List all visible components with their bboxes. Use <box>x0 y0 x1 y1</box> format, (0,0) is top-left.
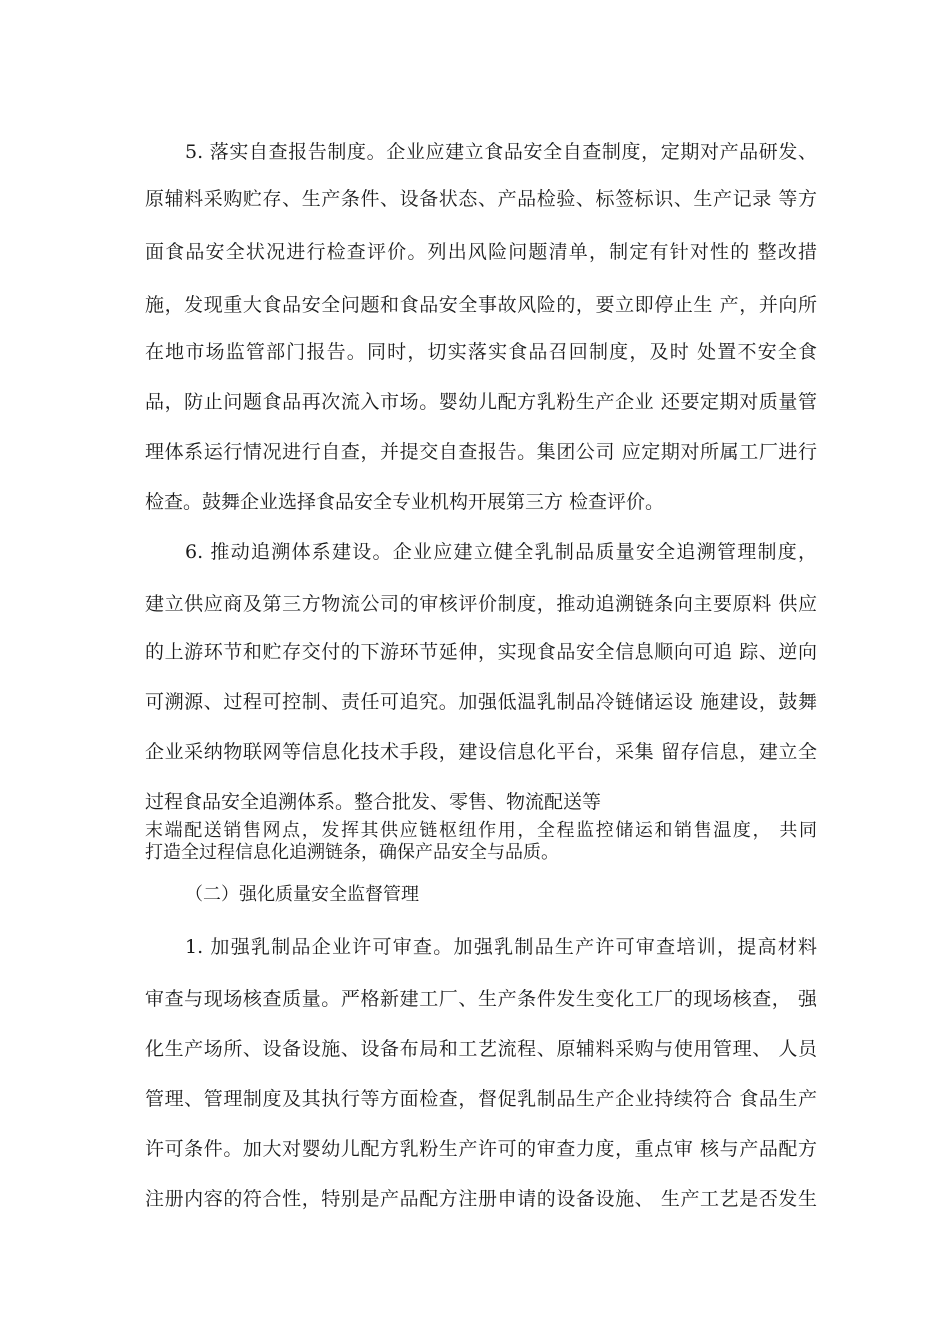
paragraph-line: 过程食品安全追溯体系。整合批发、零售、物流配送等 <box>145 791 602 813</box>
paragraph-line: 原辅料采购贮存、生产条件、设备状态、产品检验、标签标识、生产记录 等方 <box>145 188 817 210</box>
paragraph-line: 品，防止问题食品再次流入市场。婴幼儿配方乳粉生产企业 还要定期对质量管 <box>145 391 817 413</box>
paragraph-line: 6. 推动追溯体系建设。企业应建立健全乳制品质量安全追溯管理制度， <box>185 541 817 563</box>
paragraph-line: 许可条件。加大对婴幼儿配方乳粉生产许可的审查力度，重点审 核与产品配方 <box>145 1138 817 1160</box>
paragraph-line: 注册内容的符合性，特别是产品配方注册申请的设备设施、 生产工艺是否发生 <box>145 1188 817 1210</box>
paragraph-line: 理体系运行情况进行自查，并提交自查报告。集团公司 应定期对所属工厂进行 <box>145 441 817 463</box>
paragraph-line: 管理、管理制度及其执行等方面检查，督促乳制品生产企业持续符合 食品生产 <box>145 1088 817 1110</box>
paragraph-line: 5. 落实自查报告制度。企业应建立食品安全自查制度，定期对产品研发、 <box>185 141 817 163</box>
paragraph-line: 打造全过程信息化追溯链条，确保产品安全与品质。 <box>145 842 559 863</box>
paragraph-line: 的上游环节和贮存交付的下游环节延伸，实现食品安全信息顺向可追 踪、逆向 <box>145 641 817 663</box>
section-heading: （二）强化质量安全监督管理 <box>185 884 419 905</box>
paragraph-line: 末端配送销售网点，发挥其供应链枢纽作用，全程监控储运和销售温度， 共同 <box>145 820 817 841</box>
paragraph-line: 化生产场所、设备设施、设备布局和工艺流程、原辅料采购与使用管理、 人员 <box>145 1038 817 1060</box>
paragraph-line: 面食品安全状况进行检查评价。列出风险问题清单，制定有针对性的 整改措 <box>145 241 817 263</box>
paragraph-line: 审查与现场核查质量。严格新建工厂、生产条件发生变化工厂的现场核查， 强 <box>145 988 817 1010</box>
paragraph-line: 可溯源、过程可控制、责任可追究。加强低温乳制品冷链储运设 施建设，鼓舞 <box>145 691 817 713</box>
paragraph-line: 在地市场监管部门报告。同时，切实落实食品召回制度，及时 处置不安全食 <box>145 341 817 363</box>
paragraph-line: 建立供应商及第三方物流公司的审核评价制度，推动追溯链条向主要原料 供应 <box>145 593 817 615</box>
paragraph-line: 施，发现重大食品安全问题和食品安全事故风险的，要立即停止生 产，并向所 <box>145 294 817 316</box>
paragraph-line: 企业采纳物联网等信息化技术手段，建设信息化平台，采集 留存信息，建立全 <box>145 741 817 763</box>
paragraph-line: 检查。鼓舞企业选择食品安全专业机构开展第三方 检查评价。 <box>145 491 665 513</box>
paragraph-line: 1. 加强乳制品企业许可审查。加强乳制品生产许可审查培训，提高材料 <box>185 936 817 958</box>
